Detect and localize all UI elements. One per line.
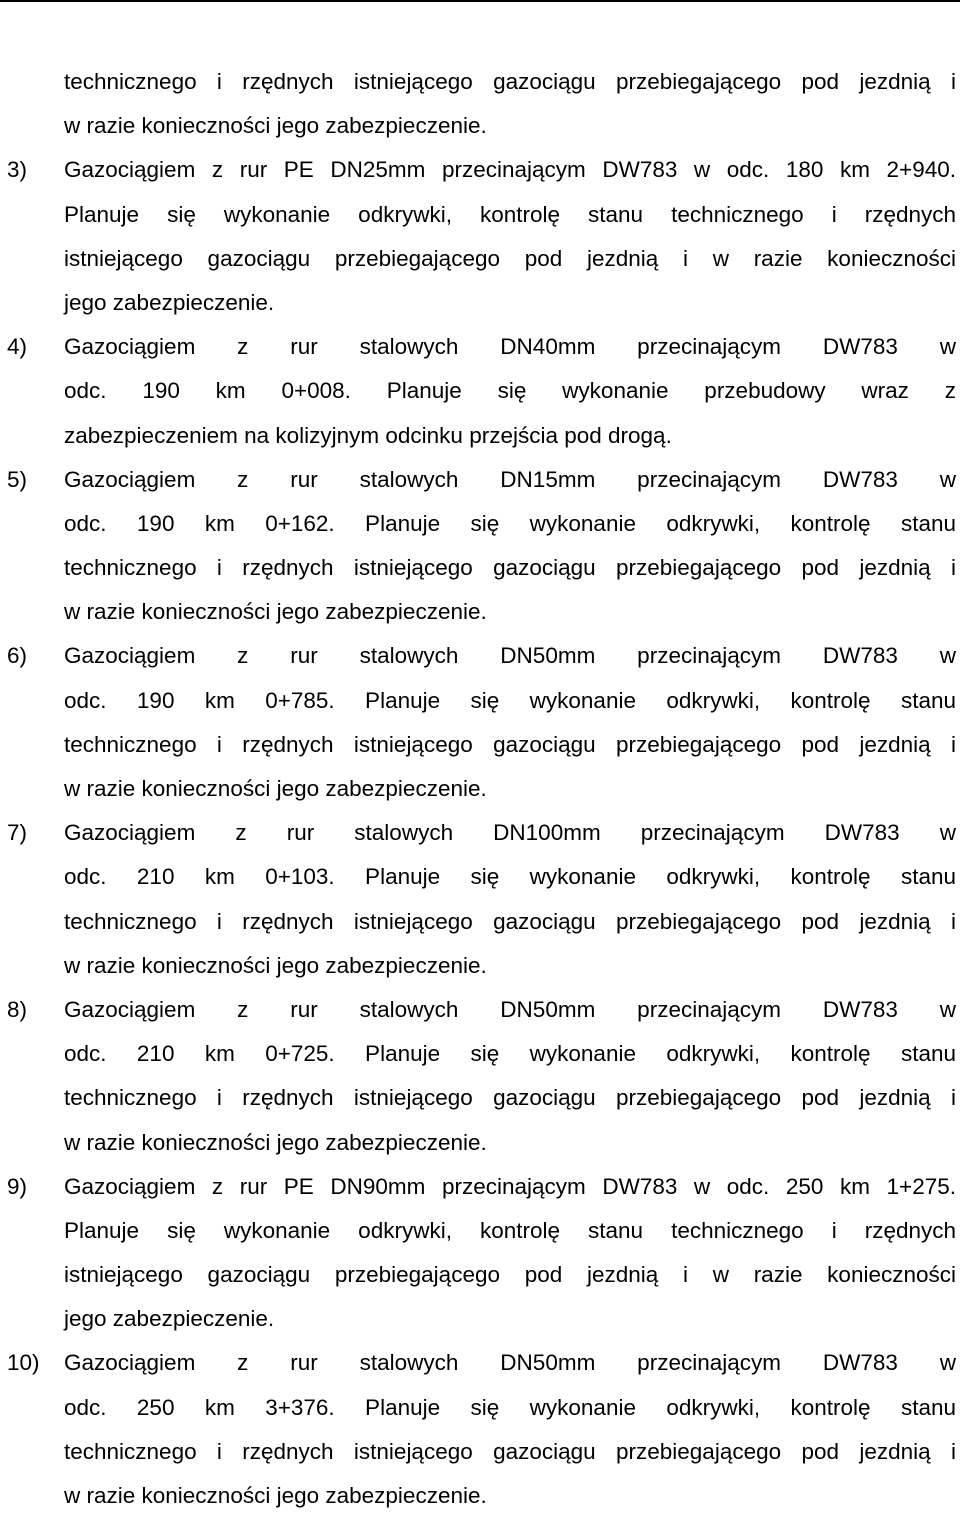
line-text: w razie konieczności jego zabezpieczenie. (64, 1129, 487, 1155)
line-text: technicznego i rzędnych istniejącego gazociągu przebiegającego pod jezdnią i (64, 731, 956, 757)
text-line (0, 1209, 960, 1253)
line-text: technicznego i rzędnych istniejącego gazociągu przebiegającego pod jezdnią i (64, 1438, 956, 1464)
text-line (0, 369, 960, 413)
item-number: 5) (7, 466, 28, 492)
text-line (0, 502, 960, 546)
item-number: 3) (7, 157, 28, 183)
line-text: Planuje się wykonanie odkrywki, kontrolę stanu technicznego i rzędnych (64, 201, 956, 227)
document-body (0, 60, 960, 1518)
text-line (0, 1121, 960, 1165)
line-text: Gazociągiem z rur stalowych DN100mm przecinającym DW783 w (64, 820, 956, 846)
text-line (0, 237, 960, 281)
text-line (0, 281, 960, 325)
line-text: odc. 190 km 0+785. Planuje się wykonanie odkrywki, kontrolę stanu (64, 687, 956, 713)
text-line (0, 414, 960, 458)
item-number: 6) (7, 643, 28, 669)
text-line (0, 1474, 960, 1518)
item-number: 10) (7, 1350, 40, 1376)
text-line (0, 1253, 960, 1297)
item-number: 4) (7, 334, 28, 360)
line-text: Gazociągiem z rur stalowych DN15mm przecinającym DW783 w (64, 466, 956, 492)
text-line (0, 1076, 960, 1120)
line-text: technicznego i rzędnych istniejącego gazociągu przebiegającego pod jezdnią i (64, 69, 956, 94)
line-text: w razie konieczności jego zabezpieczenie. (64, 599, 487, 625)
text-line (0, 679, 960, 723)
line-text: odc. 190 km 0+162. Planuje się wykonanie odkrywki, kontrolę stanu (64, 510, 956, 536)
line-text: Gazociągiem z rur stalowych DN40mm przecinającym DW783 w (64, 334, 956, 360)
line-text: Gazociągiem z rur stalowych DN50mm przecinającym DW783 w (64, 996, 956, 1022)
list-item-8 (0, 988, 960, 1032)
line-text: Gazociągiem z rur PE DN25mm przecinającym DW783 w odc. 180 km 2+940. (64, 157, 956, 183)
text-line (0, 900, 960, 944)
text-line (0, 546, 960, 590)
line-text: Gazociągiem z rur stalowych DN50mm przecinającym DW783 w (64, 1350, 956, 1376)
list-item-10 (0, 1341, 960, 1385)
line-text: jego zabezpieczenie. (64, 1306, 275, 1332)
text-line (0, 723, 960, 767)
text-line (0, 590, 960, 634)
item-number: 9) (7, 1173, 28, 1199)
text-line (0, 944, 960, 988)
line-text: w razie konieczności jego zabezpieczenie. (64, 1483, 487, 1508)
line-text: istniejącego gazociągu przebiegającego pod jezdnią i w razie konieczności (64, 245, 956, 271)
list-item-9 (0, 1165, 960, 1209)
list-item-3 (0, 148, 960, 192)
text-line (0, 855, 960, 899)
line-text: zabezpieczeniem na kolizyjnym odcinku przejścia pod drogą. (64, 422, 672, 448)
text-line (0, 1430, 960, 1474)
line-text: odc. 210 km 0+725. Planuje się wykonanie odkrywki, kontrolę stanu (64, 1041, 956, 1067)
line-text: technicznego i rzędnych istniejącego gazociągu przebiegającego pod jezdnią i (64, 908, 956, 934)
text-line (0, 767, 960, 811)
item-number: 8) (7, 996, 28, 1022)
text-line (0, 1032, 960, 1076)
line-text: Gazociągiem z rur stalowych DN50mm przecinającym DW783 w (64, 643, 956, 669)
line-text: technicznego i rzędnych istniejącego gazociągu przebiegającego pod jezdnią i (64, 555, 956, 581)
line-text: jego zabezpieczenie. (64, 289, 275, 315)
text-line (0, 193, 960, 237)
line-text: Gazociągiem z rur PE DN90mm przecinającym DW783 w odc. 250 km 1+275. (64, 1173, 956, 1199)
list-item-7 (0, 811, 960, 855)
text-line (0, 1297, 960, 1341)
line-text: Planuje się wykonanie odkrywki, kontrolę stanu technicznego i rzędnych (64, 1217, 956, 1243)
line-text: odc. 190 km 0+008. Planuje się wykonanie przebudowy wraz z (64, 378, 956, 404)
line-text: istniejącego gazociągu przebiegającego pod jezdnią i w razie konieczności (64, 1262, 956, 1288)
page-top-rule (0, 0, 960, 2)
line-text: w razie konieczności jego zabezpieczenie. (64, 952, 487, 978)
text-line (0, 60, 960, 104)
line-text: w razie konieczności jego zabezpieczenie. (64, 113, 487, 139)
item-number: 7) (7, 820, 28, 846)
text-line (0, 1386, 960, 1430)
line-text: odc. 250 km 3+376. Planuje się wykonanie odkrywki, kontrolę stanu (64, 1394, 956, 1420)
line-text: w razie konieczności jego zabezpieczenie. (64, 776, 487, 801)
list-item-5 (0, 458, 960, 502)
line-text: odc. 210 km 0+103. Planuje się wykonanie odkrywki, kontrolę stanu (64, 864, 956, 890)
list-item-6 (0, 634, 960, 678)
line-text: technicznego i rzędnych istniejącego gazociągu przebiegającego pod jezdnią i (64, 1085, 956, 1111)
list-item-4 (0, 325, 960, 369)
text-line (0, 104, 960, 148)
